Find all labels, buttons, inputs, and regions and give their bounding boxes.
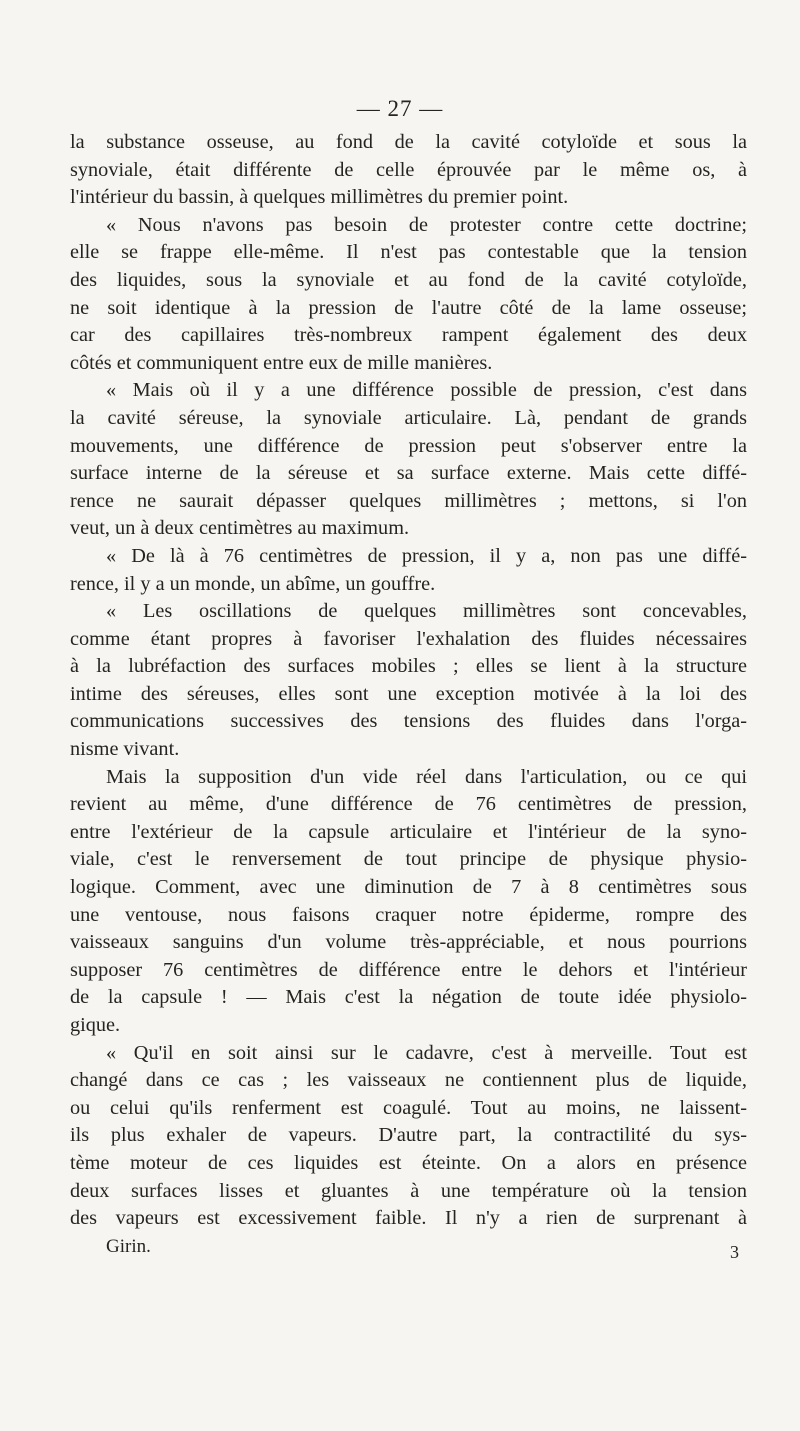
text-line: Mais la supposition d'un vide réel dans l'articulation, ou ce qui xyxy=(106,765,747,788)
text-line: « Nous n'avons pas besoin de protester contre cette doctrine; xyxy=(106,213,747,236)
text-line: la substance osseuse, au fond de la cavité cotyloïde et sous la xyxy=(70,131,747,153)
text-line: ou celui qu'ils renferment est coagulé. Tout au moins, ne laissent- xyxy=(70,1096,747,1119)
sheet-signature: 3 xyxy=(730,1241,739,1262)
text-line: ils plus exhaler de vapeurs. D'autre part, la contractilité du sys- xyxy=(70,1124,747,1147)
text-line: supposer 76 centimètres de différence entre le dehors et l'intérieur xyxy=(70,958,747,981)
text-line: « Les oscillations de quelques millimètres sont concevables, xyxy=(106,600,747,623)
text-line: « Qu'il en soit ainsi sur le cadavre, c'est à merveille. Tout est xyxy=(106,1041,747,1064)
text-line: des liquides, sous la synoviale et au fond de la cavité cotyloïde, xyxy=(70,268,747,291)
text-line: surface interne de la séreuse et sa surface externe. Mais cette diffé- xyxy=(70,462,747,485)
text-line: à la lubréfaction des surfaces mobiles ; elles se lient à la structure xyxy=(70,655,747,678)
text-line: « De là à 76 centimètres de pression, il y a, non pas une diffé- xyxy=(106,544,747,567)
text-line: elle se frappe elle-même. Il n'est pas contestable que la tension xyxy=(70,241,747,264)
text-line: de la capsule ! — Mais c'est la négation de toute idée physiolo- xyxy=(70,986,747,1009)
text-line: veut, un à deux centimètres au maximum. xyxy=(70,517,410,540)
text-line: mouvements, une différence de pression peut s'observer entre la xyxy=(70,434,747,457)
text-line: côtés et communiquent entre eux de mille manières. xyxy=(70,351,493,374)
text-line: la cavité séreuse, la synoviale articulaire. Là, pendant de grands xyxy=(70,406,747,429)
text-line: car des capillaires très-nombreux rampent également des deux xyxy=(70,324,747,347)
text-line: deux surfaces lisses et gluantes à une température où la tension xyxy=(70,1179,747,1202)
text-line: viale, c'est le renversement de tout principe de physique physio- xyxy=(70,848,747,871)
text-line: intime des séreuses, elles sont une exception motivée à la loi des xyxy=(70,682,747,705)
text-line: gique. xyxy=(70,1014,121,1036)
text-line: ne soit identique à la pression de l'autre côté de la lame osseuse; xyxy=(70,296,747,319)
page-number: — 27 — xyxy=(356,96,444,121)
text-line: rence ne saurait dépasser quelques millimètres ; mettons, si l'on xyxy=(70,489,747,512)
text-line: des vapeurs est excessivement faible. Il n'y a rien de surprenant à xyxy=(70,1207,747,1230)
body-text xyxy=(70,129,747,1260)
page-footer xyxy=(70,1233,747,1261)
text-line: revient au même, d'une différence de 76 centimètres de pression, xyxy=(70,793,747,816)
text-line: entre l'extérieur de la capsule articulaire et l'intérieur de la syno- xyxy=(70,820,747,843)
text-line: l'intérieur du bassin, à quelques millimètres du premier point. xyxy=(70,186,569,209)
text-line: une ventouse, nous faisons craquer notre épiderme, rompre des xyxy=(70,903,747,926)
text-line: changé dans ce cas ; les vaisseaux ne contiennent plus de liquide, xyxy=(70,1069,747,1092)
text-line: rence, il y a un monde, un abîme, un gouffre. xyxy=(70,572,436,595)
text-line: synoviale, était différente de celle éprouvée par le même os, à xyxy=(70,158,747,181)
text-line: comme étant propres à favoriser l'exhalation des fluides nécessaires xyxy=(70,627,747,650)
text-line: communications successives des tensions des fluides dans l'orga- xyxy=(70,710,747,733)
text-line: « Mais où il y a une différence possible de pression, c'est dans xyxy=(106,379,747,402)
text-line: nisme vivant. xyxy=(70,738,180,761)
text-line: tème moteur de ces liquides est éteinte. On a alors en présence xyxy=(70,1151,747,1174)
text-line: logique. Comment, avec une diminution de 7 à 8 centimètres sous xyxy=(70,876,747,899)
text-line: vaisseaux sanguins d'un volume très-appréciable, et nous pourrions xyxy=(70,931,747,954)
footer-author: Girin. xyxy=(106,1235,151,1257)
